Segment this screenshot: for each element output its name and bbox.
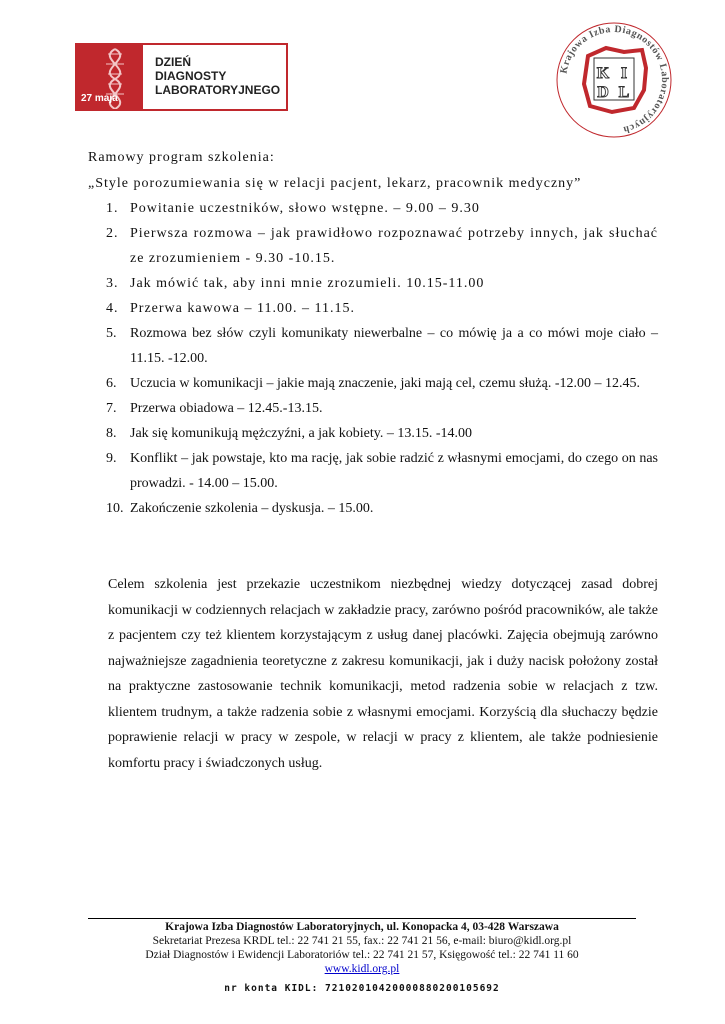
footer: [88, 920, 636, 996]
list-item: 1. Powitanie uczestników, słowo wstępne. – 9.00 – 9.30: [106, 201, 480, 216]
list-item: 2. Pierwsza rozmowa – jak prawidłowo rozpoznawać potrzeby innych, jak słuchać ze zrozumieniem - 9.30 -10.15.: [106, 226, 658, 266]
training-title: „Style porozumiewania się w relacji pacjent, lekarz, pracownik medyczny”: [88, 176, 582, 191]
kidl-letter-i: I: [620, 65, 628, 82]
footer-department: Dział Diagnostów i Ewidencji Laboratoriów tel.: 22 741 21 57, Księgowość tel.: 22 741 11 60: [145, 949, 579, 961]
list-item: 6. Uczucia w komunikacji – jakie mają znaczenie, jaki mają cel, czemu służą. -12.00 – 12.45.: [106, 376, 641, 391]
training-description: Celem szkolenia jest przekazie uczestnikom niezbędnej wiedzy dotyczącej zasad dobrej komunikacji w codziennych relacjach w zakładzie pracy, zarówno pośród pracowników, ale także z pacjentem czy też klientem korzystającym z usług danej placówki. Zajęcia obejmują zarówno najważniejsze zagadnienia teoretyczne z zakresu komunikacji, jak i duży nacisk położony został na praktyczne zastosowanie technik komunikacji, metod radzenia sobie w relacjach z tzw. klientem trudnym, a także radzenia sobie z własnymi emocjami. Korzyścią dla słuchaczy będzie poprawienie relacji w pracy w zespole, w relacji w pracy z klientem, ale także podniesienie komfortu pracy i świadczonych usług.: [108, 577, 658, 771]
footer-divider: [88, 918, 636, 919]
kidl-letter-l: L: [618, 84, 630, 101]
program-list: [88, 196, 658, 521]
footer-secretariat: Sekretariat Prezesa KRDL tel.: 22 741 21 55, fax.: 22 741 21 56, e-mail: biuro@kidl.org.pl: [152, 935, 572, 947]
bank-account: nr konta KIDL: 72102010420000880200105692: [224, 983, 500, 994]
program-heading: Ramowy program szkolenia:: [88, 150, 275, 165]
kidl-logo: [554, 20, 674, 140]
list-item: 9. Konflikt – jak powstaje, kto ma rację, jak sobie radzić z własnymi emocjami, do czego on nas prowadzi. - 14.00 – 15.00.: [106, 451, 658, 491]
logo-red-panel: [77, 45, 143, 109]
kidl-ring-text: Krajowa Izba Diagnostów Laboratoryjnych: [558, 23, 671, 136]
list-item: 10. Zakończenie szkolenia – dyskusja. – 15.00.: [106, 501, 374, 516]
website-link[interactable]: www.kidl.org.pl: [324, 963, 400, 975]
dzien-diagnosty-logo: [75, 43, 288, 111]
list-item: 4. Przerwa kawowa – 11.00. – 11.15.: [106, 301, 355, 316]
kidl-letter-k: K: [596, 65, 610, 82]
list-item: 5. Rozmowa bez słów czyli komunikaty niewerbalne – co mówię ja a co mówi moje ciało – 11.15. -12.00.: [106, 326, 658, 366]
logo-date: 27 maja: [81, 93, 118, 104]
list-item: 7. Przerwa obiadowa – 12.45.-13.15.: [106, 401, 323, 416]
logo-text: DZIEŃ DIAGNOSTY LABORATORYJNEGO: [155, 55, 281, 97]
list-item: 3. Jak mówić tak, aby inni mnie zrozumieli. 10.15-11.00: [106, 276, 485, 291]
list-item: 8. Jak się komunikują mężczyźni, a jak kobiety. – 13.15. -14.00: [106, 426, 473, 441]
footer-organization: Krajowa Izba Diagnostów Laboratoryjnych, ul. Konopacka 4, 03-428 Warszawa: [165, 921, 559, 933]
kidl-letter-d: D: [597, 84, 609, 101]
